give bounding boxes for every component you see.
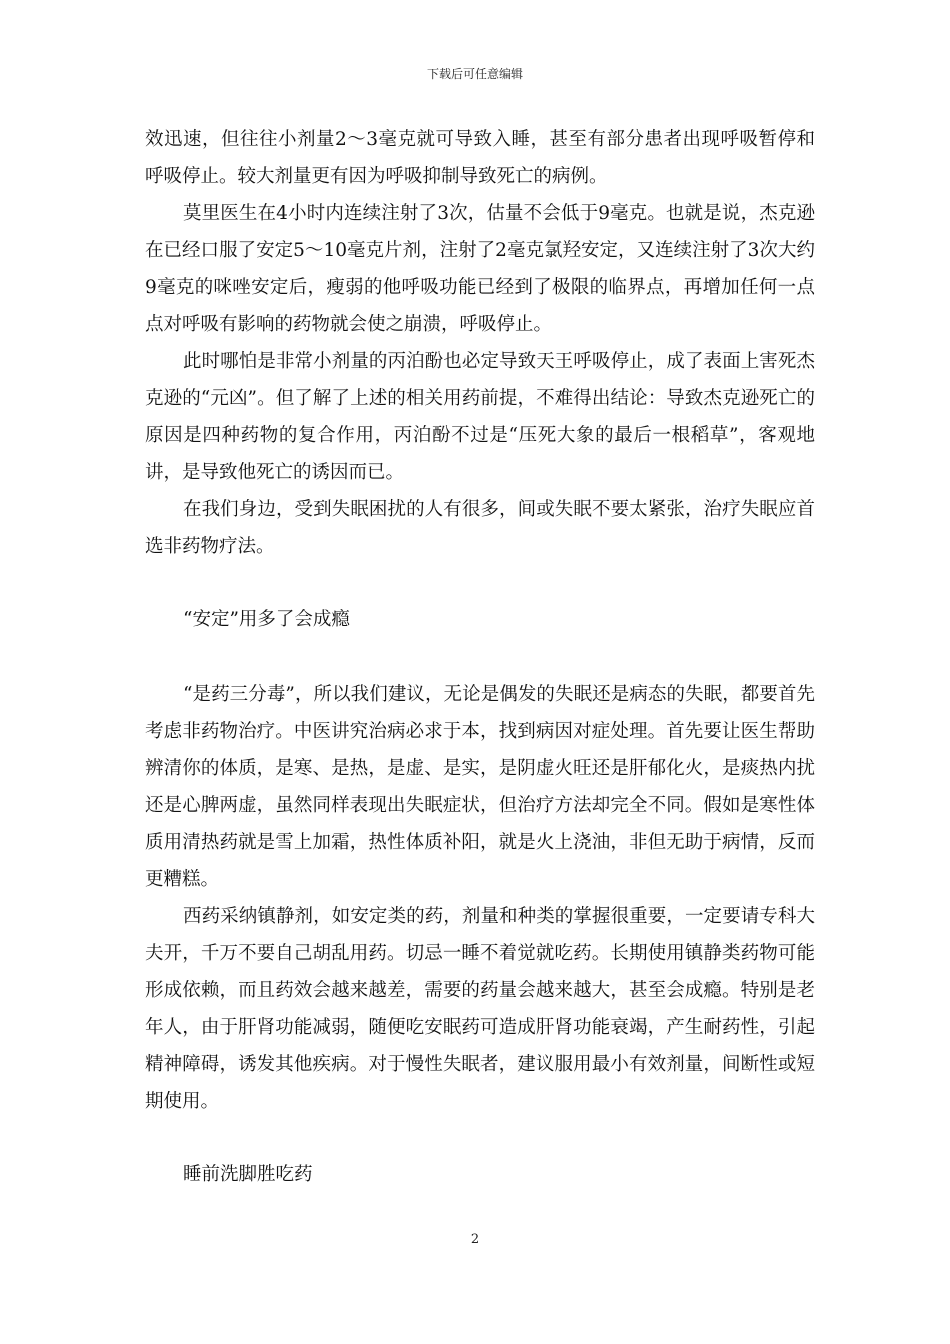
spacer	[145, 638, 815, 676]
section-heading-footbath: 睡前洗脚胜吃药	[183, 1164, 313, 1185]
spacer	[145, 565, 815, 601]
section-heading-addiction: “安定”用多了会成瘾	[183, 609, 350, 630]
paragraph-insomnia-advice: 在我们身边，受到失眠困扰的人有很多，间或失眠不要太紧张，治疗失眠应首选非药物疗法。	[145, 499, 815, 557]
document-body	[145, 121, 815, 1193]
page-number: 2	[470, 1232, 480, 1247]
paragraph-cause: 此时哪怕是非常小剂量的丙泊酚也必定导致天王呼吸停止，成了表面上害死杰克逊的“元凶”。但了解了上述的相关用药前提，不难得出结论：导致杰克逊死亡的原因是四种药物的复合作用，丙泊酚不过是“压死大象的最后一根稻草”，客观地讲，是导致他死亡的诱因而已。	[145, 351, 815, 483]
page-header: 下载后可任意编辑	[426, 67, 523, 81]
paragraph-continuation: 效迅速，但往往小剂量2～3毫克就可导致入睡，甚至有部分患者出现呼吸暂停和呼吸停止。较大剂量更有因为呼吸抑制导致死亡的病例。	[145, 129, 815, 187]
paragraph-western-medicine: 西药采纳镇静剂，如安定类的药，剂量和种类的掌握很重要，一定要请专科大夫开，千万不要自己胡乱用药。切忌一睡不着觉就吃药。长期使用镇静类药物可能形成依赖，而且药效会越来越差，需要的药量会越来越大，甚至会成瘾。特别是老年人，由于肝肾功能减弱，随便吃安眠药可造成肝肾功能衰竭，产生耐药性，引起精神障碍，诱发其他疾病。对于慢性失眠者，建议服用最小有效剂量，间断性或短期使用。	[145, 906, 815, 1112]
spacer	[145, 1120, 815, 1156]
paragraph-dosage: 莫里医生在4小时内连续注射了3次，估量不会低于9毫克。也就是说，杰克逊在已经口服了安定5～10毫克片剂，注射了2毫克氯羟安定，又连续注射了3次大约9毫克的咪唑安定后，瘦弱的他呼吸功能已经到了极限的临界点，再增加任何一点点对呼吸有影响的药物就会使之崩溃，呼吸停止。	[145, 203, 815, 335]
paragraph-tcm: “是药三分毒”，所以我们建议，无论是偶发的失眠还是病态的失眠，都要首先考虑非药物治疗。中医讲究治病必求于本，找到病因对症处理。首先要让医生帮助辨清你的体质，是寒、是热，是虚、是实，是阴虚火旺还是肝郁化火，是痰热内扰还是心脾两虚，虽然同样表现出失眠症状，但治疗方法却完全不同。假如是寒性体质用清热药就是雪上加霜，热性体质补阳，就是火上浇油，非但无助于病情，反而更糟糕。	[145, 684, 815, 890]
